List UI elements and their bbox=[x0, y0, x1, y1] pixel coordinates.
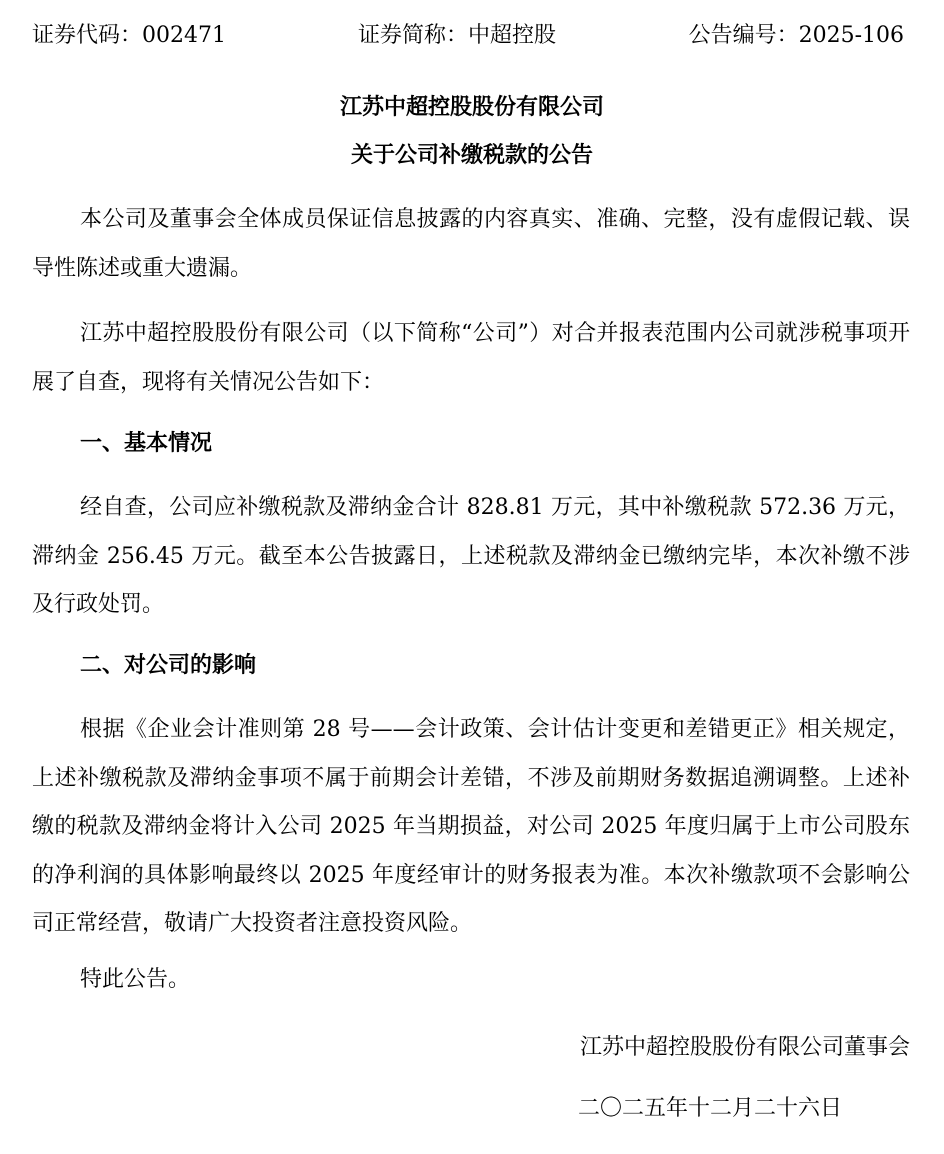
announcement-date: 二〇二五年十二月二十六日 bbox=[578, 1096, 843, 1121]
impact-paragraph: 根据《企业会计准则第 28 号——会计政策、会计估计变更和差错更正》相关规定，上述补缴税款及滞纳金事项不属于前期会计差错，不涉及前期财务数据追溯调整。上述补缴的税款及滞纳金将计入公司 2025 年当期损益，对公司 2025 年度归属于上市公司股东的净利润的具体影响最终以 2025 年度经审计的财务报表为准。本次补缴款项不会影响公司正常经营，敬请广大投资者注意投资风险。 bbox=[32, 717, 910, 936]
disclosure-statement: 本公司及董事会全体成员保证信息披露的内容真实、准确、完整，没有虚假记载、误导性陈述或重大遗漏。 bbox=[32, 207, 910, 281]
stock-code: 证券代码：002471 bbox=[32, 23, 226, 48]
closing-text: 特此公告。 bbox=[80, 967, 191, 992]
stock-name: 证券简称：中超控股 bbox=[358, 23, 557, 48]
company-title: 江苏中超控股股份有限公司 bbox=[339, 95, 604, 120]
section-heading-impact: 二、对公司的影响 bbox=[80, 653, 257, 678]
basic-situation-paragraph: 经自查，公司应补缴税款及滞纳金合计 828.81 万元，其中补缴税款 572.36 万元，滞纳金 256.45 万元。截至本公告披露日，上述税款及滞纳金已缴纳完毕，本次补缴不涉及行政处罚。 bbox=[32, 495, 910, 617]
signatory: 江苏中超控股股份有限公司董事会 bbox=[579, 1035, 910, 1060]
document-header bbox=[32, 18, 904, 54]
announcement-title: 关于公司补缴税款的公告 bbox=[350, 143, 593, 168]
notice-number: 公告编号：2025-106 bbox=[688, 23, 904, 48]
intro-paragraph: 江苏中超控股股份有限公司（以下简称“公司”）对合并报表范围内公司就涉税事项开展了自查，现将有关情况公告如下： bbox=[32, 321, 910, 395]
section-heading-basic: 一、基本情况 bbox=[80, 431, 213, 456]
